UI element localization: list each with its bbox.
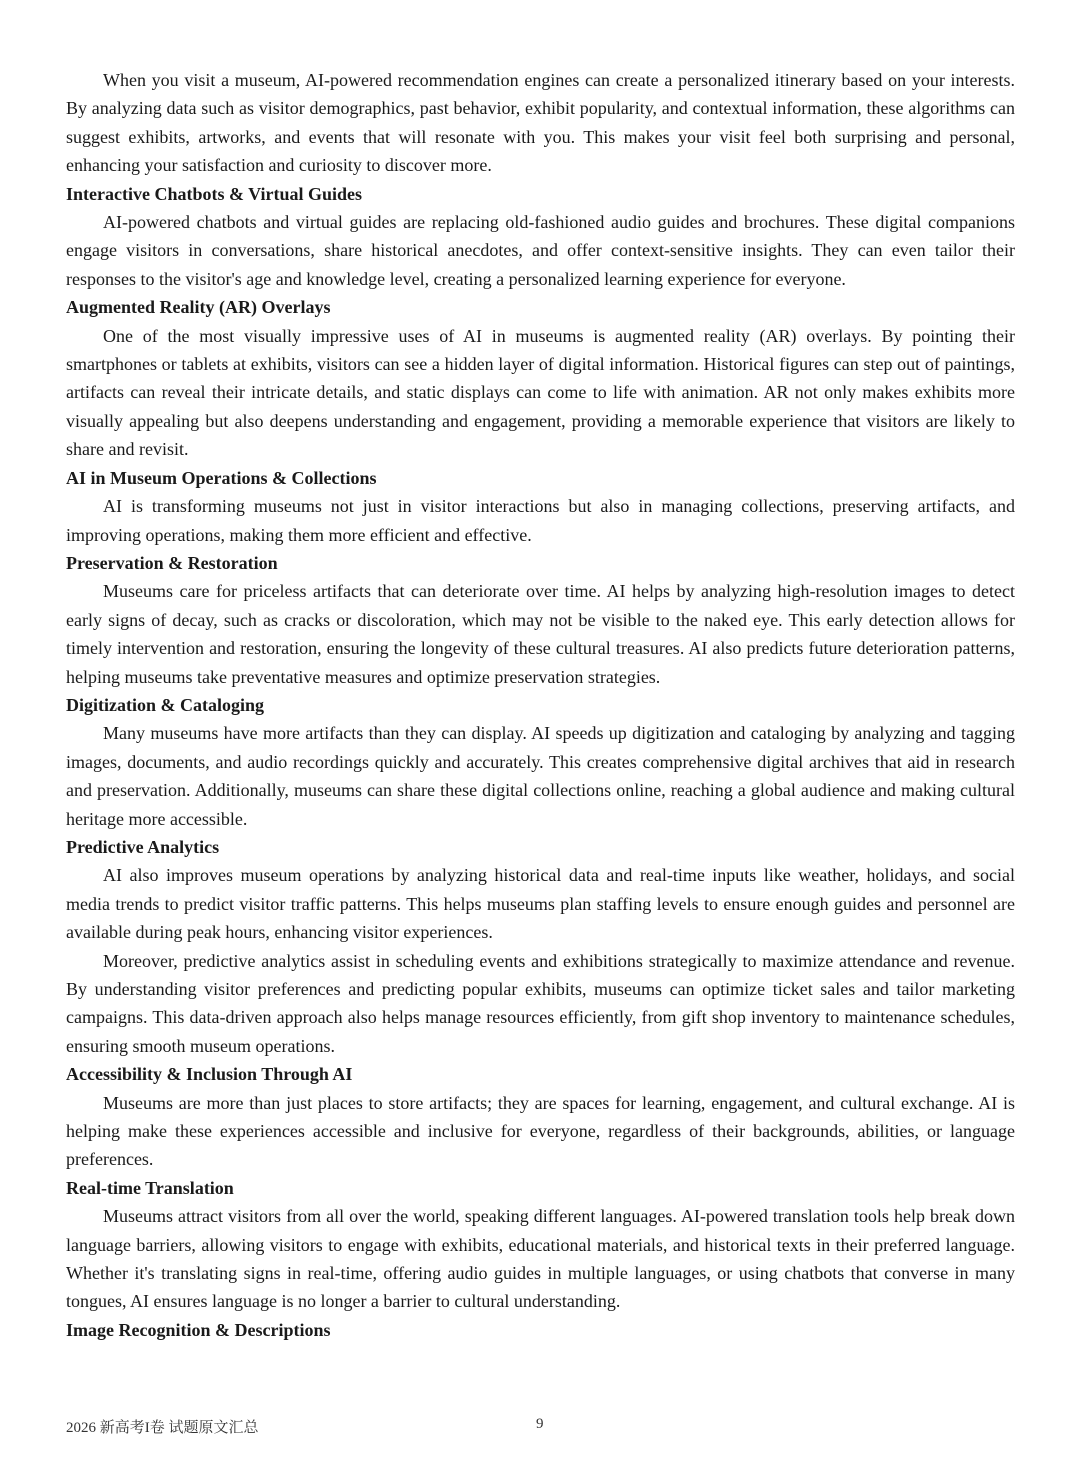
body-paragraph: One of the most visually impressive uses of AI in museums is augmented reality (AR) overlays. By pointing their smartphones or tablets at exhibits, visitors can see a hidden layer of digital information. Historical figures can step out of paintings, artifacts can reveal their intricate details, and static displays can come to life with animation. AR not only makes exhibits more visually appealing but also deepens understanding and engagement, providing a memorable experience that visitors are likely to share and revisit. (66, 325, 1015, 460)
body-paragraph: Museums are more than just places to store artifacts; they are spaces for learning, engagement, and cultural exchange. AI is helping make these experiences accessible and inclusive for everyone, regardless of their backgrounds, abilities, or language preferences. (66, 1092, 1015, 1170)
section-heading: Real-time Translation (66, 1177, 234, 1198)
body-paragraph: AI is transforming museums not just in visitor interactions but also in managing collections, preserving artifacts, and improving operations, making them more efficient and effective. (66, 496, 1015, 545)
section-heading: Interactive Chatbots & Virtual Guides (66, 183, 362, 204)
section-heading: AI in Museum Operations & Collections (66, 467, 377, 488)
section-heading: Augmented Reality (AR) Overlays (66, 297, 331, 318)
body-paragraph: Moreover, predictive analytics assist in scheduling events and exhibitions strategically to maximize attendance and revenue. By understanding visitor preferences and predicting popular exhibits, museums can optimize ticket sales and tailor marketing campaigns. This data-driven approach also helps manage resources efficiently, from gift shop inventory to maintenance schedules, ensuring smooth museum operations. (66, 950, 1015, 1056)
section-heading: Preservation & Restoration (66, 552, 278, 573)
body-paragraph: AI also improves museum operations by analyzing historical data and real-time inputs like weather, holidays, and social media trends to predict visitor traffic patterns. This helps museums plan staffing levels to ensure enough guides and personnel are available during peak hours, enhancing visitor experiences. (66, 865, 1015, 943)
section-heading: Digitization & Cataloging (66, 694, 264, 715)
section-heading: Predictive Analytics (66, 836, 220, 857)
footer-source-label: 2026 新高考I卷 试题原文汇总 (66, 1420, 259, 1436)
body-paragraph: Museums attract visitors from all over the world, speaking different languages. AI-powered translation tools help break down language barriers, allowing visitors to engage with exhibits, educational materials, and historical texts in their preferred language. Whether it's translating signs in real-time, offering audio guides in multiple languages, or using chatbots that converse in many tongues, AI ensures language is no longer a barrier to cultural understanding. (66, 1206, 1015, 1312)
body-paragraph: When you visit a museum, AI-powered recommendation engines can create a personalized itinerary based on your interests. By analyzing data such as visitor demographics, past behavior, exhibit popularity, and contextual information, these algorithms can suggest exhibits, artworks, and events that will resonate with you. This makes your visit feel both surprising and personal, enhancing your satisfaction and curiosity to discover more. (66, 70, 1015, 176)
page-footer (66, 1416, 1015, 1438)
body-paragraph: AI-powered chatbots and virtual guides are replacing old-fashioned audio guides and brochures. These digital companions engage visitors in conversations, share historical anecdotes, and offer context-sensitive insights. They can even tailor their responses to the visitor's age and knowledge level, creating a personalized learning experience for everyone. (66, 212, 1015, 289)
document-body (66, 66, 1015, 1344)
section-heading: Accessibility & Inclusion Through AI (66, 1064, 353, 1085)
section-heading: Image Recognition & Descriptions (66, 1319, 331, 1340)
body-paragraph: Many museums have more artifacts than they can display. AI speeds up digitization and cataloging by analyzing and tagging images, documents, and audio recordings quickly and accurately. This creates comprehensive digital archives that aid in research and preservation. Additionally, museums can share these digital collections online, reaching a global audience and making cultural heritage more accessible. (66, 723, 1015, 829)
page-number: 9 (536, 1416, 544, 1432)
body-paragraph: Museums care for priceless artifacts that can deteriorate over time. AI helps by analyzing high-resolution images to detect early signs of decay, such as cracks or discoloration, which may not be visible to the naked eye. This early detection allows for timely intervention and restoration, ensuring the longevity of these cultural treasures. AI also predicts future deterioration patterns, helping museums take preventative measures and optimize preservation strategies. (66, 581, 1015, 687)
